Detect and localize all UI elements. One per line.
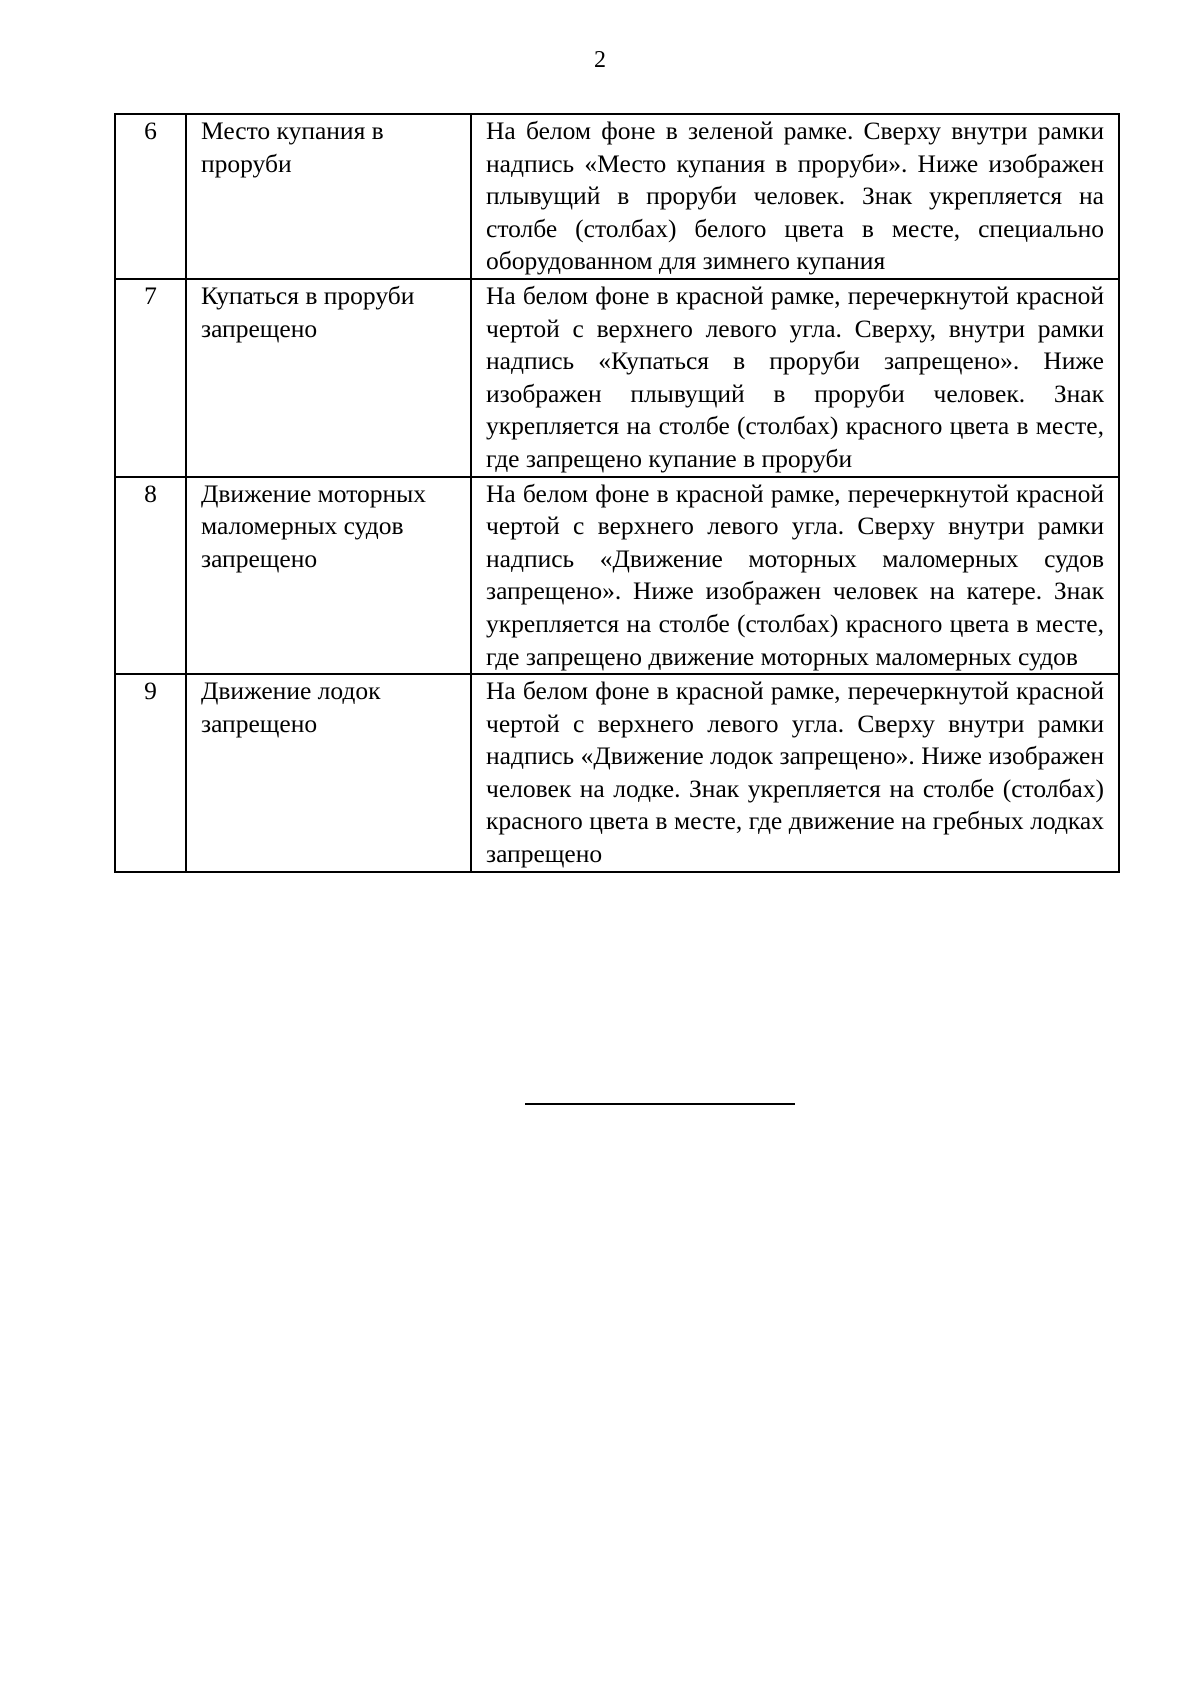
sign-name: Место купания в проруби [186, 114, 471, 279]
row-number: 7 [115, 279, 186, 477]
sign-description: На белом фоне в красной рамке, перечеркнутой красной чертой с верхнего левого угла. Сверху, внутри рамки надпись «Купаться в проруби запрещено». Ниже изображен плывущий в проруби человек. Знак укрепляется на столбе (столбах) красного цвета в месте, где запрещено купание в проруби [471, 279, 1119, 477]
signs-table [114, 113, 1120, 873]
sign-description: На белом фоне в зеленой рамке. Сверху внутри рамки надпись «Место купания в проруби». Ниже изображен плывущий в проруби человек. Знак укрепляется на столбе (столбах) белого цвета в месте, специально оборудованном для зимнего купания [471, 114, 1119, 279]
table-row [115, 477, 1119, 675]
row-number: 8 [115, 477, 186, 675]
sign-name: Движение моторных маломерных судов запрещено [186, 477, 471, 675]
table-row [115, 674, 1119, 872]
table-row [115, 114, 1119, 279]
page-number: 2 [594, 47, 606, 73]
sign-name: Движение лодок запрещено [186, 674, 471, 872]
sign-name: Купаться в проруби запрещено [186, 279, 471, 477]
row-number: 9 [115, 674, 186, 872]
table-row [115, 279, 1119, 477]
sign-description: На белом фоне в красной рамке, перечеркнутой красной чертой с верхнего левого угла. Сверху внутри рамки надпись «Движение моторных маломерных судов запрещено». Ниже изображен человек на катере. Знак укрепляется на столбе (столбах) красного цвета в месте, где запрещено движение моторных маломерных судов [471, 477, 1119, 675]
sign-description: На белом фоне в красной рамке, перечеркнутой красной чертой с верхнего левого угла. Сверху внутри рамки надпись «Движение лодок запрещено». Ниже изображен человек на лодке. Знак укрепляется на столбе (столбах) красного цвета в месте, где движение на гребных лодках запрещено [471, 674, 1119, 872]
end-of-document-line [525, 1103, 795, 1105]
row-number: 6 [115, 114, 186, 279]
